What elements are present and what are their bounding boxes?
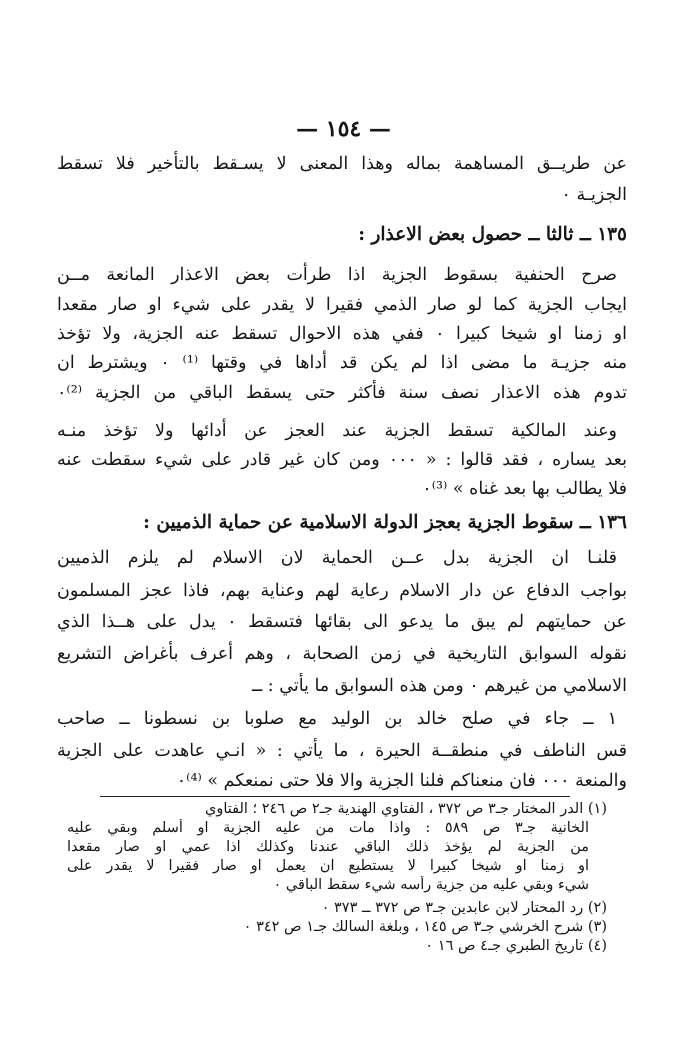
section-135-line-4: منه جزيـة ما مضى اذا لم يكن قد أداها في وقتها ⁽¹⁾ ٠ ويشترط ان	[57, 353, 627, 373]
section-136-line-8: والمنعة ٠٠٠ فان منعناكم فلنا الجزية والا فلا حتى نمنعكم » ⁽⁴⁾٠	[176, 771, 627, 791]
footnote-1-cont-1: الخانية جـ٣ ص ٥٨٩ : واذا مات من عليه الجزية او أسلم وبقي عليه	[67, 820, 589, 836]
footnote-1-cont-3: او زمنا او شيخا كبيرا لا يستطيع ان يعمل او صار فقيرا لا يقدر على	[67, 858, 589, 874]
footnote-1: (١) الدر المختار جـ٣ ص ٣٧٢ ، الفتاوي الهندية جـ٢ ص ٢٤٦ ؛ الفتاوي	[204, 801, 607, 817]
section-135-line-3: او زمنا او شيخا كبيرا ٠ ففي هذه الاحوال تسقط عنه الجزية، ولا تؤخذ	[57, 324, 627, 344]
section-135-line-8: فلا يطالب بها بعد غناه » ⁽³⁾٠	[422, 479, 627, 499]
section-135-line-6: وعند المالكية تسقط الجزية عند العجز عن أدائها ولا تؤخذ منـه	[57, 421, 617, 441]
section-136-line-6: ١ ــ جاء في صلح خالد بن الوليد مع صلوبا بن نسطونا ــ صاحب	[57, 709, 617, 729]
footnote-separator	[100, 796, 570, 797]
section-136-heading: ١٣٦ ــ سقوط الجزية بعجز الدولة الاسلامية عن حماية الذميين :	[143, 512, 627, 533]
section-135-line-5: تدوم هذه الاعذار نصف سنة فأكثر حتى يسقط الباقي من الجزية ⁽²⁾٠	[57, 383, 627, 403]
section-136-line-5: الاسلامي من غيرهم ٠ ومن هذه السوابق ما يأتي : ــ	[251, 676, 627, 696]
section-135-line-1: صرح الحنفية بسقوط الجزية اذا طرأت بعض الاعذار المانعة مــن	[57, 265, 617, 285]
section-136-line-7: قس الناطف في منطقــة الحيرة ، ما يأتي : « انـي عاهدت على الجزية	[57, 741, 627, 761]
footnote-1-cont-4: شيء وبقي عليه من جزية رأسه شيء سقط الباقي ٠	[273, 877, 589, 893]
section-135-heading: ١٣٥ ــ ثالثا ــ حصول بعض الاعذار :	[358, 224, 627, 245]
footnote-3: (٣) شرح الخرشي جـ٣ ص ١٤٥ ، وبلغة السالك جـ١ ص ٣٤٢ ٠	[243, 919, 607, 935]
section-136-line-3: عن حمايتهم لم يبق ما يدعو الى بقائها فتسقط ٠ يدل على هــذا الذي	[57, 612, 627, 632]
section-136-line-2: بواجب الدفاع عن دار الاسلام رعاية لهم وعناية بهم، فاذا عجز المسلمون	[57, 581, 627, 601]
intro-line-1: عن طريــق المساهمة بماله وهذا المعنى لا يسـقط بالتأخير فلا تسقط	[57, 154, 627, 174]
section-136-line-4: نقوله السوابق التاريخية في زمن الصحابة ، وهم أعرف بأغراض التشريع	[57, 644, 627, 664]
section-135-line-7: بعد يساره ، فقد قالوا : « ٠٠٠ ومن كان غير قادر على شيء سقطت عنه	[57, 450, 627, 470]
footnote-2: (٢) رد المحتار لابن عابدين جـ٣ ص ٣٧٢ ــ ٣٧٣ ٠	[321, 900, 607, 916]
intro-line-2: الجزيـة ٠	[561, 185, 627, 205]
page-number: — ١٥٤ —	[296, 116, 391, 142]
footnote-1-cont-2: من الجزية لم يؤخذ ذلك الباقي عندنا وكذلك اذا عمي او صار مقعدا	[67, 839, 589, 855]
section-135-line-2: ايجاب الجزية كما لو صار الذمي فقيرا لا يقدر على شيء او صار مقعدا	[57, 295, 627, 315]
footnote-4: (٤) تاريخ الطبري جـ٤ ص ١٦ ٠	[425, 938, 607, 954]
section-136-line-1: قلنـا ان الجزية بدل عــن الحماية لان الاسلام لم يلزم الذميين	[57, 548, 617, 568]
